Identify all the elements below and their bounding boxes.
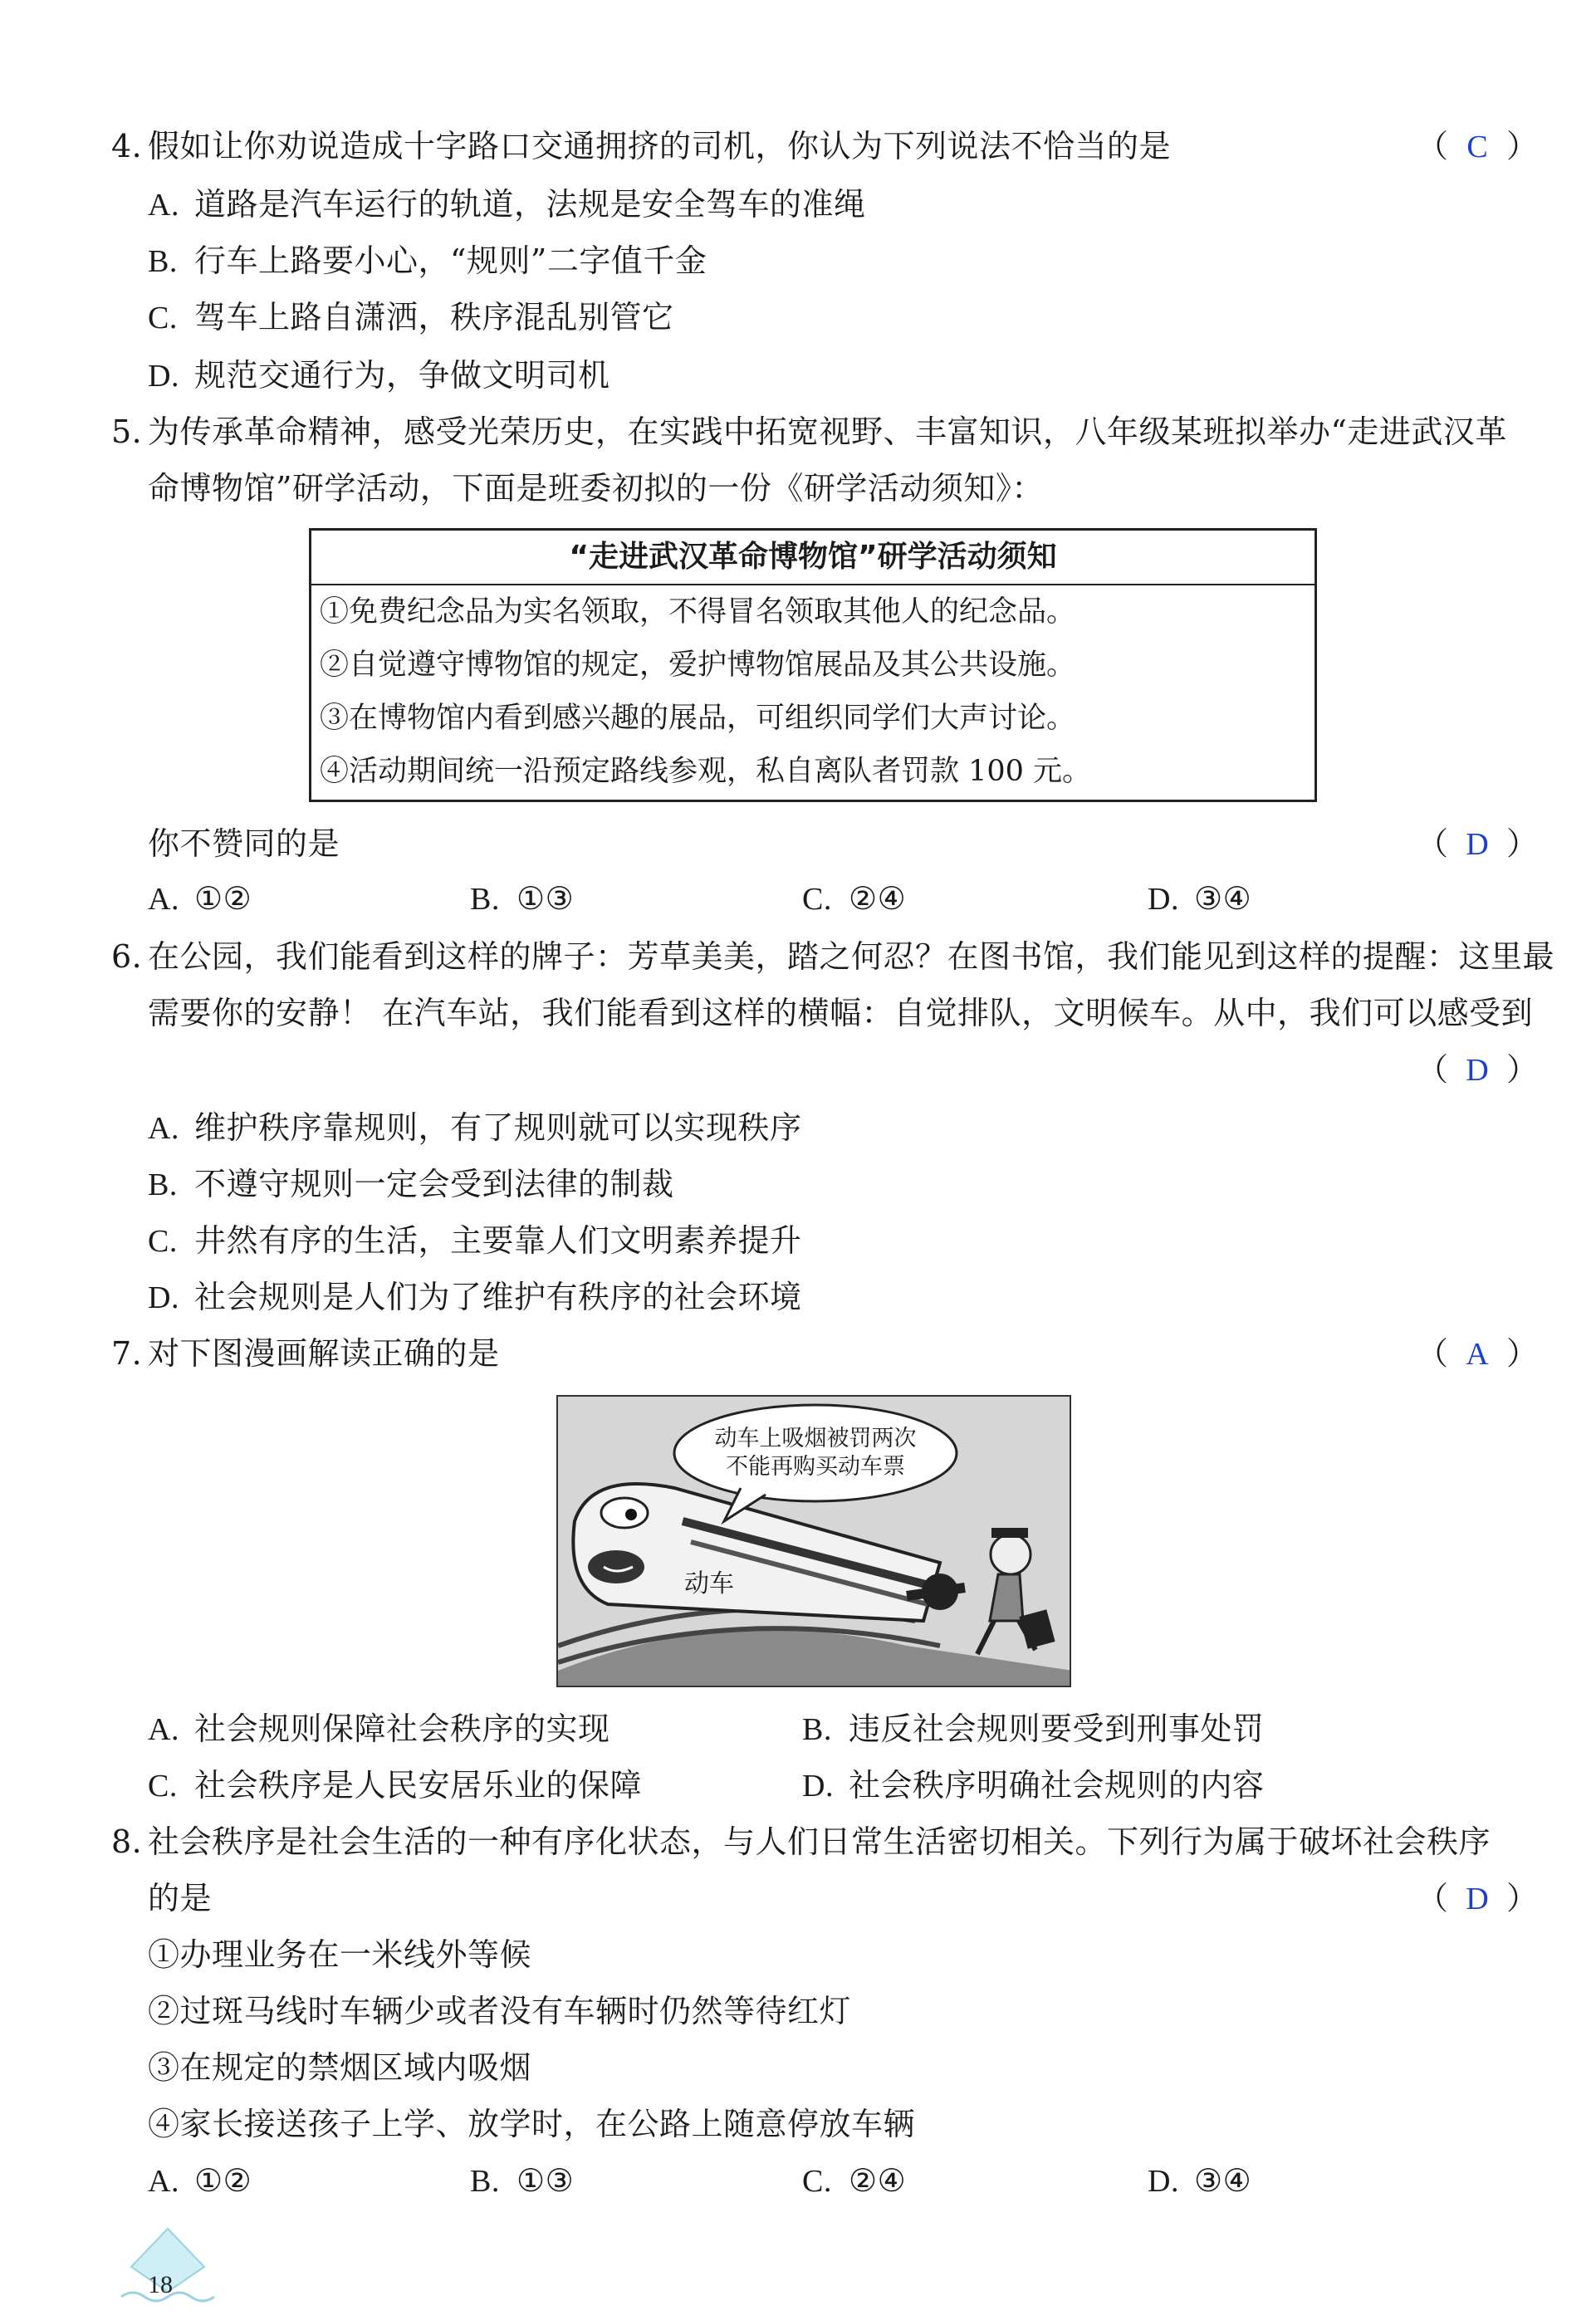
q8-item: ①办理业务在一米线外等候 xyxy=(148,1936,532,1973)
q7-option-b xyxy=(802,1709,1265,1750)
q5-question: 你不赞同的是 xyxy=(148,825,340,862)
option-label: B. xyxy=(470,882,500,917)
cartoon-speech-bubble xyxy=(707,1425,923,1481)
q8-item: ③在规定的禁烟区域内吸烟 xyxy=(148,2049,532,2086)
option-label: C. xyxy=(148,1769,178,1804)
q5-stem-line2: 命博物馆”研学活动，下面是班委初拟的一份《研学活动须知》： xyxy=(148,470,1044,507)
q4-option-d xyxy=(148,355,610,396)
q7-answer: A xyxy=(1466,1337,1489,1372)
q8-stem-line2: 的是 xyxy=(148,1880,213,1916)
option-text: 社会秩序明确社会规则的内容 xyxy=(849,1767,1265,1804)
q4-answer: C xyxy=(1466,130,1488,164)
option-text: 井然有序的生活，主要靠人们文明素养提升 xyxy=(194,1222,802,1259)
option-label: D. xyxy=(1148,882,1179,917)
notice-item: ②自觉遵守博物馆的规定，爱护博物馆展品及其公共设施。 xyxy=(320,649,1076,682)
q7-stem-text: 对下图漫画解读正确的是 xyxy=(148,1335,500,1372)
option-text: ①② xyxy=(194,880,252,917)
option-text: 社会秩序是人民安居乐业的保障 xyxy=(194,1767,643,1804)
page-number: 18 xyxy=(148,2271,173,2298)
option-text: ②④ xyxy=(849,2162,907,2199)
option-label: D. xyxy=(148,359,179,394)
q8-stem-line1 xyxy=(111,1822,1491,1862)
q8-stem-text: 社会秩序是社会生活的一种有序化状态，与人们日常生活密切相关。下列行为属于破坏社会秩序 xyxy=(148,1823,1491,1860)
option-label: A. xyxy=(148,882,179,917)
option-text: ①② xyxy=(194,2162,252,2199)
option-label: B. xyxy=(470,2164,500,2199)
notice-item: ①免费纪念品为实名领取，不得冒名领取其他人的纪念品。 xyxy=(320,595,1076,629)
q8-answer-box: （ D ） xyxy=(1417,1878,1538,1919)
q6-answer: D xyxy=(1466,1053,1489,1088)
option-text: 社会规则保障社会秩序的实现 xyxy=(194,1711,610,1747)
option-label: C. xyxy=(802,882,832,917)
option-label: C. xyxy=(148,301,178,335)
option-label: B. xyxy=(802,1712,832,1747)
q7-option-a xyxy=(148,1709,610,1750)
q5-stem-line1 xyxy=(111,412,1507,452)
q6-answer-box: （ D ） xyxy=(1417,1050,1538,1090)
q6-number: 6. xyxy=(111,938,143,975)
q8-item: ④家长接送孩子上学、放学时，在公路上随意停放车辆 xyxy=(148,2106,916,2142)
q5-number: 5. xyxy=(111,414,143,450)
option-text: 道路是汽车运行的轨道，法规是安全驾车的准绳 xyxy=(194,186,866,223)
q5-option-b xyxy=(470,879,574,919)
option-label: A. xyxy=(148,188,179,223)
option-label: B. xyxy=(148,1167,178,1202)
q4-stem-text: 假如让你劝说造成十字路口交通拥挤的司机，你认为下列说法不恰当的是 xyxy=(148,128,1172,164)
notice-box xyxy=(309,528,1317,802)
q4-number: 4. xyxy=(111,128,143,164)
option-text: ③④ xyxy=(1194,880,1252,917)
q7-number: 7. xyxy=(111,1335,143,1372)
option-label: B. xyxy=(148,244,178,279)
bubble-line: 不能再购买动车票 xyxy=(726,1454,905,1480)
q5-stem-text: 为传承革命精神，感受光荣历史，在实践中拓宽视野、丰富知识，八年级某班拟举办“走进武汉革 xyxy=(148,414,1507,450)
q4-option-b xyxy=(148,241,707,281)
q8-number: 8. xyxy=(111,1823,143,1860)
bubble-line: 动车上吸烟被罚两次 xyxy=(714,1426,917,1451)
q7-option-d xyxy=(802,1765,1265,1806)
option-text: 规范交通行为，争做文明司机 xyxy=(194,357,610,394)
option-label: C. xyxy=(148,1224,178,1259)
option-text: 违反社会规则要受到刑事处罚 xyxy=(849,1711,1265,1747)
q4-stem xyxy=(111,126,1171,166)
q6-stem-text: 在公园，我们能看到这样的牌子：芳草美美，踏之何忍？在图书馆，我们能见到这样的提醒：这里最 xyxy=(148,938,1555,975)
q6-option-c xyxy=(148,1221,802,1261)
cartoon-image xyxy=(556,1395,1071,1687)
q5-option-c xyxy=(802,879,906,919)
option-text: 维护秩序靠规则，有了规则就可以实现秩序 xyxy=(194,1109,802,1146)
option-label: D. xyxy=(802,1769,834,1804)
notice-title: “走进武汉革命博物馆”研学活动须知 xyxy=(311,531,1314,585)
option-label: D. xyxy=(1148,2164,1179,2199)
q5-option-d xyxy=(1148,879,1251,919)
q6-stem-line1 xyxy=(111,937,1554,976)
q6-option-a xyxy=(148,1108,802,1148)
option-label: A. xyxy=(148,1111,179,1146)
q6-option-b xyxy=(148,1164,674,1205)
option-text: 社会规则是人们为了维护有秩序的社会环境 xyxy=(194,1279,802,1315)
option-label: A. xyxy=(148,1712,179,1747)
option-label: A. xyxy=(148,2164,179,2199)
q8-answer: D xyxy=(1466,1882,1489,1916)
option-text: 不遵守规则一定会受到法律的制裁 xyxy=(194,1166,674,1202)
q4-option-a xyxy=(148,184,866,225)
notice-item: ③在博物馆内看到感兴趣的展品，可组织同学们大声讨论。 xyxy=(320,702,1076,735)
notice-item: ④活动期间统一沿预定路线参观，私自离队者罚款 100 元。 xyxy=(320,755,1092,788)
option-text: ③④ xyxy=(1194,2162,1252,2199)
q8-item: ②过斑马线时车辆少或者没有车辆时仍然等待红灯 xyxy=(148,1993,852,2029)
q6-option-d xyxy=(148,1277,802,1318)
q8-option-b xyxy=(470,2161,574,2201)
q4-option-c xyxy=(148,297,674,338)
option-label: D. xyxy=(148,1280,179,1315)
option-text: ①③ xyxy=(516,880,575,917)
q7-answer-box: （ A ） xyxy=(1417,1334,1538,1374)
q6-stem-line2: 需要你的安静！ 在汽车站，我们能看到这样的横幅：自觉排队，文明候车。从中，我们可以感受到 xyxy=(148,995,1534,1031)
q7-option-c xyxy=(148,1765,642,1806)
option-text: 行车上路要小心，“规则”二字值千金 xyxy=(194,242,707,279)
cartoon-train-label: 动车 xyxy=(684,1569,734,1598)
option-text: ②④ xyxy=(849,880,907,917)
option-label: C. xyxy=(802,2164,832,2199)
option-text: ①③ xyxy=(516,2162,575,2199)
option-text: 驾车上路自潇洒，秩序混乱别管它 xyxy=(194,299,674,335)
q5-option-a xyxy=(148,879,252,919)
q5-answer: D xyxy=(1466,827,1489,862)
q8-option-a xyxy=(148,2161,252,2201)
q8-option-d xyxy=(1148,2161,1251,2201)
q5-answer-box: （ D ） xyxy=(1417,824,1538,864)
q7-stem xyxy=(111,1334,500,1373)
q8-option-c xyxy=(802,2161,906,2201)
q4-answer-box: （ C ） xyxy=(1417,126,1538,167)
